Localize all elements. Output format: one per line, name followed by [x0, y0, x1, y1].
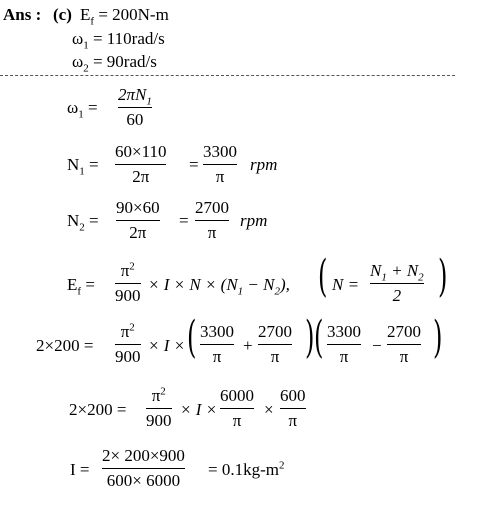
eq3-fraction-1: 90×60 2π: [116, 198, 160, 242]
eq2-lhs: $N_1$ =: [67, 155, 99, 178]
eq4-open-paren: (: [318, 251, 328, 302]
eq5-minus: −: [372, 336, 382, 355]
eq6-fraction-600: 600 π: [280, 386, 306, 430]
eq2-fraction-1: 60×110 2π: [115, 142, 167, 186]
eq1-lhs: $\omega_1$ =: [67, 98, 98, 121]
eq5-fraction: $\pi^2$ 900: [115, 321, 141, 366]
option-label: (c): [53, 5, 72, 24]
eq5-plus: +: [243, 336, 253, 355]
eq7-lhs: I =: [70, 460, 90, 479]
given-omega2: $\omega_2 = 90rad/s$: [72, 52, 157, 75]
eq2-equals: =: [189, 155, 199, 174]
eq4-n-lhs: N =: [332, 275, 360, 294]
eq5-close-paren-2: ): [433, 312, 443, 363]
eq4-tail: × $I \times N \times (N_1 - N_2)$,: [148, 275, 290, 298]
eq6-times: ×: [264, 400, 274, 419]
eq5-fraction-3300-b: 3300 π: [327, 322, 361, 366]
eq3-fraction-2: 2700 π: [195, 198, 229, 242]
eq7-fraction: 2× 200×900 600× 6000: [102, 446, 185, 490]
eq6-fraction: $\pi^2$ 900: [146, 385, 172, 430]
eq4-n-fraction: $N_1 + N_2$ 2: [370, 261, 424, 305]
eq5-lhs: 2×200 =: [36, 336, 94, 355]
eq5-fraction-2700-a: 2700 π: [258, 322, 292, 366]
eq7-result: = $0.1kg-m^2$: [208, 459, 285, 479]
given-ef: $E_f = 200N-m$: [80, 5, 169, 28]
eq5-open-paren-2: (: [314, 312, 324, 363]
eq5-open-paren-1: (: [187, 312, 197, 363]
eq3-equals: =: [179, 211, 189, 230]
eq3-unit: rpm: [240, 211, 268, 230]
eq5-fraction-3300-a: 3300 π: [200, 322, 234, 366]
given-omega1: $\omega_1 = 110rad/s$: [72, 29, 165, 52]
divider-line: [0, 75, 455, 76]
eq1-fraction: $2\pi N_1$ 60: [118, 85, 152, 129]
eq4-close-paren: ): [438, 251, 448, 302]
eq3-lhs: $N_2$ =: [67, 211, 99, 234]
eq2-unit: rpm: [250, 155, 278, 174]
answer-label: Ans :: [3, 5, 42, 24]
eq5-close-paren-1: ): [305, 312, 315, 363]
eq6-fraction-6000: 6000 π: [220, 386, 254, 430]
eq4-lhs: $E_f$ =: [67, 275, 95, 298]
eq4-fraction: $\pi^2$ 900: [115, 260, 141, 305]
eq6-lhs: 2×200 =: [69, 400, 127, 419]
eq2-fraction-2: 3300 π: [203, 142, 237, 186]
eq6-mid: × I ×: [180, 400, 218, 419]
eq5-fraction-2700-b: 2700 π: [387, 322, 421, 366]
eq5-mid: × I ×: [148, 336, 186, 355]
